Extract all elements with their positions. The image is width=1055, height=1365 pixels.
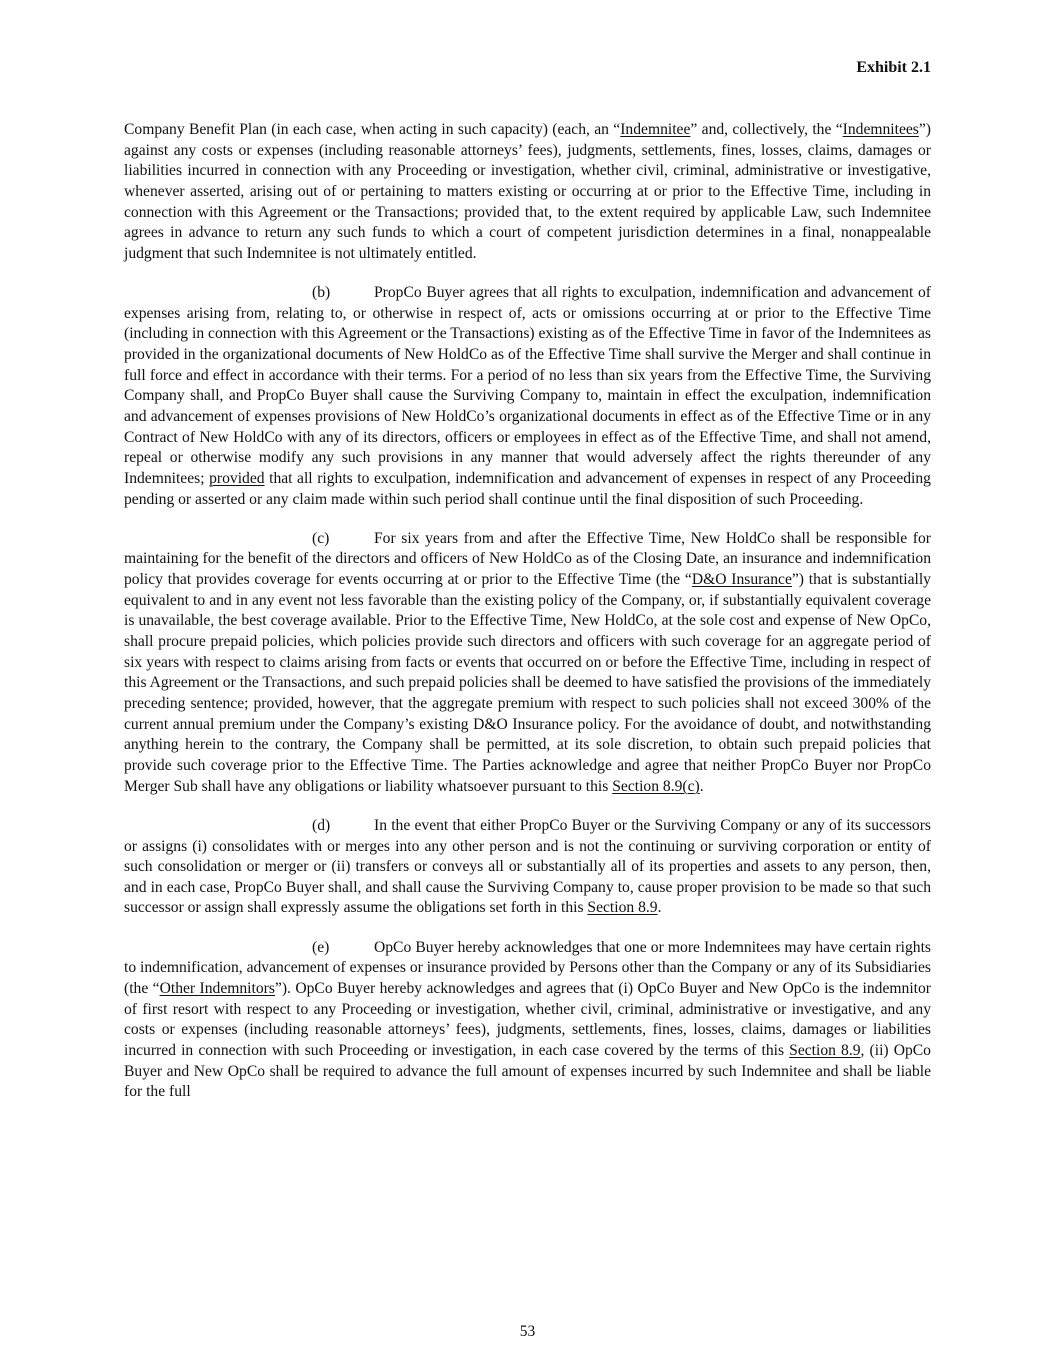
paragraph-continuation: [124, 120, 931, 265]
text-run: .: [699, 777, 704, 795]
defined-term-do-insurance: D&O Insurance: [691, 571, 792, 589]
section-reference-8-9: Section 8.9: [789, 1041, 861, 1059]
clause-label-c: (c): [312, 529, 330, 547]
defined-term-indemnitees: Indemnitees: [842, 121, 919, 138]
text-run: that all rights to exculpation, indemnification and advancement of expenses in respect of any Proceeding pending or asserted or any claim made within such period shall continue until the final disposition of such Proceeding.: [124, 470, 931, 508]
document-body: [124, 120, 931, 1121]
text-run: ” and, collectively, the “: [690, 121, 843, 138]
section-reference-8-9-c: Section 8.9(c): [612, 777, 700, 795]
text-run: In the event that either PropCo Buyer or the Surviving Company or any of its successors or assigns (i) consolidates with or merges into any other person and is not the continuing or surviving corporation or entity of such consolidation or merger or (ii) transfers or conveys all or substantially all of its properties and assets to any person, then, and in each case, PropCo Buyer shall, and shall cause the Surviving Company to, cause proper provision to be made so that such successor or assign shall expressly assume the obligations set forth in this: [124, 816, 931, 917]
paragraph-b: [124, 283, 931, 510]
text-run: OpCo Buyer hereby acknowledges that one or more Indemnitees may have certain rights to indemnification, advancement of expenses or insurance provided by Persons other than the Company or any of its Subsidiaries (the “: [124, 938, 931, 997]
text-run: Company Benefit Plan (in each case, when acting in such capacity) (each, an “: [124, 121, 621, 138]
paragraph-c: [124, 529, 931, 798]
text-run: PropCo Buyer agrees that all rights to exculpation, indemnification and advancement of expenses arising from, relating to, or otherwise in respect of, acts or omissions occurring at or prior to the Effective Time (including in connection with this Agreement or the Transactions) existing as of the Effective Time in favor of the Indemnitees as provided in the organizational documents of New HoldCo as of the Effective Time shall survive the Merger and shall continue in full force and effect in accordance with their terms. For a period of no less than six years from the Effective Time, the Surviving Company shall, and PropCo Buyer shall cause the Surviving Company to, maintain in effect the exculpation, indemnification and advancement of expenses provisions of New HoldCo’s organizational documents in effect as of the Effective Time or in any Contract of New HoldCo with any of its directors, officers or employees in effect as of the Effective Time, and shall not amend, repeal or otherwise modify any such provisions in any manner that would adversely affect the rights thereunder of any Indemnitees;: [124, 284, 931, 487]
clause-label-d: (d): [312, 816, 331, 834]
exhibit-label: Exhibit 2.1: [856, 59, 931, 76]
text-run: ”) that is substantially equivalent to and in any event not less favorable than the existing policy of the Company, or, if substantially equivalent coverage is unavailable, the best coverage available. Prior to the Effective Time, New HoldCo, at the sole cost and expense of New OpCo, shall procure prepaid policies, which policies provide such directors and officers with such coverage for an aggregate period of six years with respect to claims arising from facts or events that occurred on or before the Effective Time, including in respect of this Agreement or the Transactions, and such prepaid policies shall be deemed to have satisfied the provisions of the immediately preceding sentence; provided, however, that the aggregate premium with respect to such policies shall not exceed 300% of the current annual premium under the Company’s existing D&O Insurance policy. For the avoidance of doubt, and notwithstanding anything herein to the contrary, the Company shall be permitted, at its sole discretion, to obtain such prepaid policies that provide such coverage prior to the Effective Time. The Parties acknowledge and agree that neither PropCo Buyer nor PropCo Merger Sub shall have any obligations or liability whatsoever pursuant to this: [124, 571, 931, 795]
paragraph-e: [124, 938, 931, 1103]
text-run: , (ii) OpCo Buyer and New OpCo shall be required to advance the full amount of expenses incurred by such Indemnitee and shall be liable for the full: [124, 1041, 931, 1101]
section-reference-8-9: Section 8.9: [587, 899, 658, 917]
text-run: ”) against any costs or expenses (including reasonable attorneys’ fees), judgments, settlements, fines, losses, claims, damages or liabilities incurred in connection with any Proceeding or investigation, whether civil, criminal, administrative or investigative, whenever asserted, arising out of or pertaining to matters existing or occurring at or prior to the Effective Time, including in connection with this Agreement or the Transactions; provided that, to the extent required by applicable Law, such Indemnitee agrees in advance to return any such funds to which a court of competent jurisdiction determines in a final, nonappealable judgment that such Indemnitee is not ultimately entitled.: [124, 121, 931, 262]
defined-term-provided: provided: [209, 470, 265, 487]
text-run: .: [657, 899, 662, 917]
paragraph-d: [124, 816, 931, 919]
clause-label-e: (e): [312, 938, 330, 956]
clause-label-b: (b): [312, 284, 331, 302]
page-number: 53: [519, 1323, 536, 1340]
defined-term-indemnitee: Indemnitee: [620, 121, 691, 138]
defined-term-other-indemnitors: Other Indemnitors: [159, 979, 275, 997]
text-run: ”). OpCo Buyer hereby acknowledges and agrees that (i) OpCo Buyer and New OpCo is the indemnitor of first resort with respect to any Proceeding or investigation, whether civil, criminal, administrative or investigative, and any costs or expenses (including reasonable attorneys’ fees), judgments, settlements, fines, losses, claims, damages or liabilities incurred in connection with such Proceeding or investigation, in each case covered by the terms of this: [124, 979, 931, 1059]
text-run: For six years from and after the Effective Time, New HoldCo shall be responsible for maintaining for the benefit of the directors and officers of New HoldCo as of the Closing Date, an insurance and indemnification policy that provides coverage for events occurring at or prior to the Effective Time (the “: [124, 529, 931, 589]
